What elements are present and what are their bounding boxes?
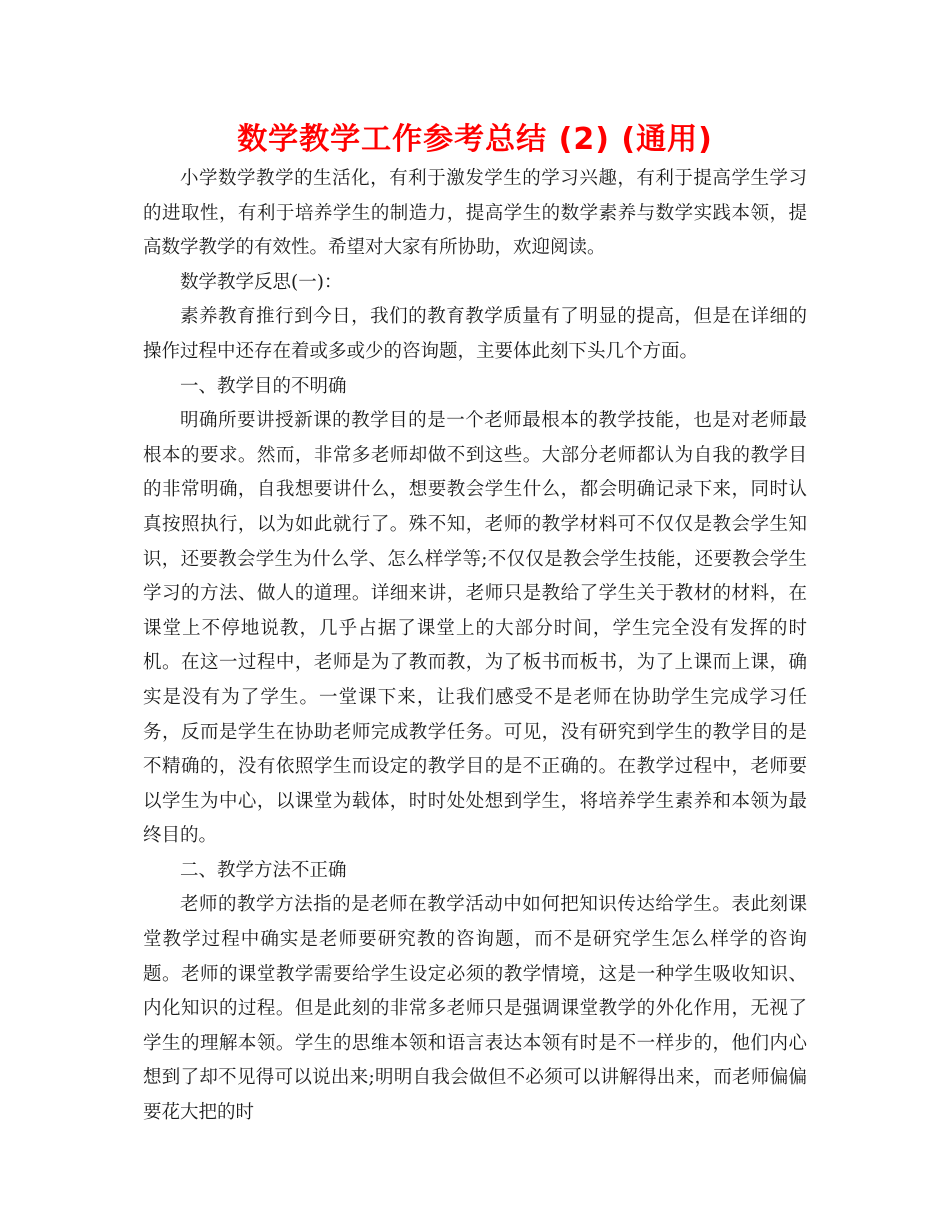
- paragraph-section-heading-reflection: 数学教学反思(一)：: [180, 271, 343, 293]
- paragraph-heading-goal: 一、教学目的不明确: [180, 375, 347, 397]
- paragraph-reflection-intro: 素养教育推行到今日，我们的教育教学质量有了明显的提高，但是在详细的操作过程中还存在着或多或少的咨询题，主要体此刻下头几个方面。: [143, 306, 807, 362]
- paragraph-method-body: 老师的教学方法指的是老师在教学活动中如何把知识传达给学生。表此刻课堂教学过程中确实是老师要研究教的咨询题，而不是研究学生怎么样学的咨询题。老师的课堂教学需要给学生设定必须的教学情境，这是一种学生吸收知识、内化知识的过程。但是此刻的非常多老师只是强调课堂教学的外化作用，无视了学生的理解本领。学生的思维本领和语言表达本领有时是不一样步的，他们内心想到了却不见得可以说出来;明明自我会做但不必须可以讲解得出来，而老师偏偏要花大把的时: [143, 894, 807, 1124]
- paragraph-goal-body: 明确所要讲授新课的教学目的是一个老师最根本的教学技能，也是对老师最根本的要求。然而，非常多老师却做不到这些。大部分老师都认为自我的教学目的非常明确，自我想要讲什么，想要教会学生什么，都会明确记录下来，同时认真按照执行，以为如此就行了。殊不知，老师的教学材料可不仅仅是教会学生知识，还要教会学生为什么学、怎么样学等;不仅仅是教会学生技能，还要教会学生学习的方法、做人的道理。详细来讲，老师只是教给了学生关于教材的材料，在课堂上不停地说教，几乎占据了课堂上的大部分时间，学生完全没有发挥的时机。在这一过程中，老师是为了教而教，为了板书而板书，为了上课而上课，确实是没有为了学生。一堂课下来，让我们感受不是老师在协助学生完成学习任务，反而是学生在协助老师完成教学任务。可见，没有研究到学生的教学目的是不精确的，没有依照学生而设定的教学目的是不正确的。在教学过程中，老师要以学生为中心，以课堂为载体，时时处处想到学生，将培养学生素养和本领为最终目的。: [143, 410, 807, 847]
- document-body: [143, 162, 807, 1131]
- paragraph-intro: 小学数学教学的生活化，有利于激发学生的学习兴趣，有利于提高学生学习的进取性，有利于培养学生的制造力，提高学生的数学素养与数学实践本领，提高数学教学的有效性。希望对大家有所协助，欢迎阅读。: [143, 168, 807, 259]
- paragraph-heading-method: 二、教学方法不正确: [180, 859, 347, 881]
- document-title: 数学教学工作参考总结 (2) (通用): [237, 122, 713, 157]
